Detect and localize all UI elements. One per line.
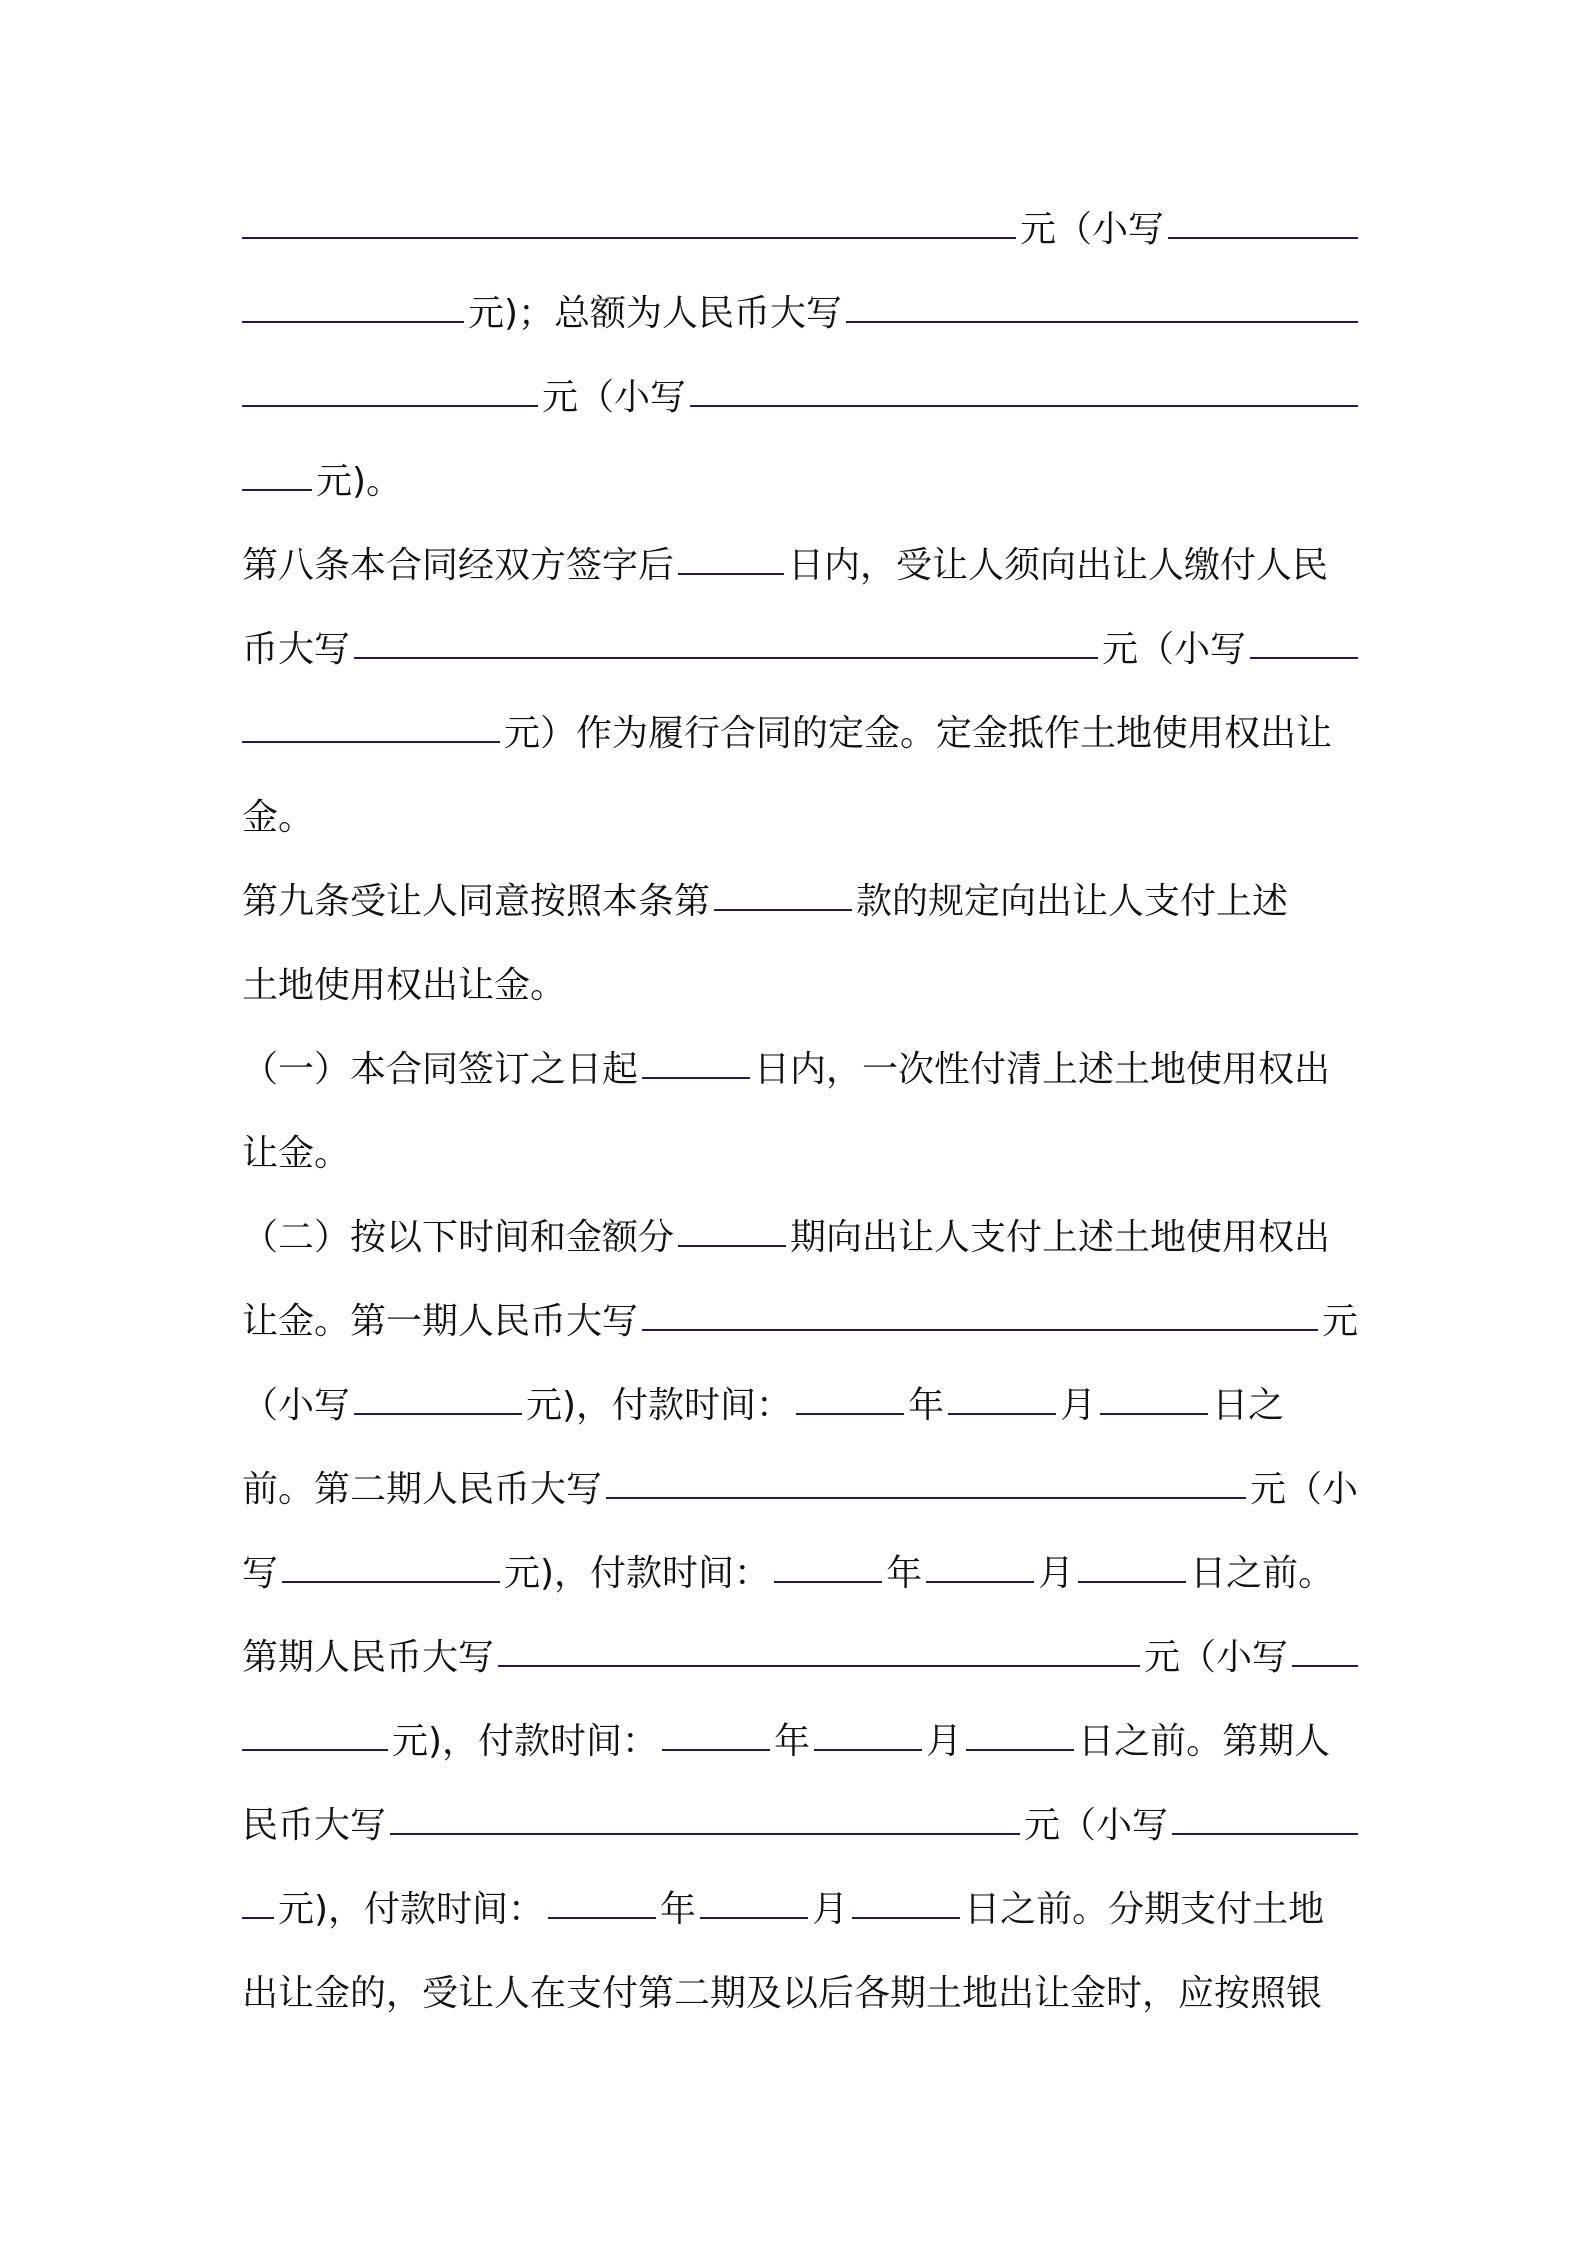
contract-text: 日内，一次性付清上述土地使用权出 (754, 1049, 1331, 1090)
contract-line (242, 1448, 1358, 1532)
contract-line (242, 272, 1358, 356)
blank-field[interactable] (1100, 1365, 1208, 1415)
contract-text: 第八条本合同经双方签字后 (242, 545, 675, 586)
contract-text: （二）按以下时间和金额分 (242, 1217, 675, 1258)
contract-text: 第九条受让人同意按照本条第 (242, 881, 711, 922)
contract-text: 元)。 (316, 461, 403, 502)
contract-text: 元)，付款时间： (392, 1721, 659, 1762)
contract-text: 月 (926, 1721, 963, 1762)
blank-field[interactable] (926, 1533, 1034, 1583)
blank-field[interactable] (606, 1449, 1246, 1499)
contract-text: （小写 (242, 1385, 351, 1426)
contract-text: 元（小写 (542, 377, 687, 418)
contract-text: 写 (242, 1553, 279, 1594)
blank-field[interactable] (390, 1785, 1020, 1835)
blank-field[interactable] (1172, 1785, 1358, 1835)
contract-line (242, 1028, 1358, 1112)
blank-field[interactable] (242, 693, 500, 743)
contract-text: 土地使用权出让金。 (242, 965, 567, 1006)
blank-field[interactable] (714, 861, 852, 911)
contract-text: 年 (774, 1721, 811, 1762)
contract-text: 款的规定向出让人支付上述 (856, 881, 1289, 922)
contract-line (242, 1784, 1358, 1868)
blank-field[interactable] (1250, 609, 1358, 659)
contract-text: 元（小写 (1101, 629, 1246, 670)
blank-field[interactable] (242, 273, 464, 323)
blank-field[interactable] (662, 1701, 770, 1751)
contract-line (242, 692, 1358, 776)
contract-text: 月 (1038, 1553, 1075, 1594)
blank-field[interactable] (498, 1617, 1140, 1667)
blank-field[interactable] (814, 1701, 922, 1751)
contract-text: （一）本合同签订之日起 (242, 1049, 639, 1090)
contract-text: 期向出让人支付上述土地使用权出 (790, 1217, 1331, 1258)
blank-field[interactable] (690, 357, 1358, 407)
contract-line (242, 1196, 1358, 1280)
contract-line (242, 944, 1358, 1028)
blank-field[interactable] (354, 1365, 522, 1415)
contract-text: 年 (886, 1553, 923, 1594)
blank-field[interactable] (966, 1701, 1074, 1751)
contract-text: 年 (660, 1889, 697, 1930)
contract-text: 第期人民币大写 (242, 1637, 495, 1678)
contract-line (242, 776, 1358, 860)
blank-field[interactable] (678, 525, 784, 575)
contract-line (242, 1952, 1358, 2036)
contract-line (242, 524, 1358, 608)
contract-text: 让金。第一期人民币大写 (242, 1301, 639, 1342)
blank-field[interactable] (1168, 189, 1358, 239)
contract-text: 币大写 (242, 629, 351, 670)
contract-line (242, 608, 1358, 692)
blank-field[interactable] (642, 1281, 1318, 1331)
blank-field[interactable] (948, 1365, 1056, 1415)
contract-text: 元)，付款时间： (504, 1553, 771, 1594)
blank-field[interactable] (242, 441, 312, 491)
blank-field[interactable] (796, 1365, 904, 1415)
blank-field[interactable] (846, 273, 1358, 323)
contract-line (242, 356, 1358, 440)
blank-field[interactable] (852, 1869, 960, 1919)
contract-text: 日之 (1212, 1385, 1285, 1426)
contract-line (242, 1112, 1358, 1196)
contract-text: 元（小写 (1143, 1637, 1288, 1678)
contract-text: 出让金的，受让人在支付第二期及以后各期土地出让金时，应按照银 (242, 1973, 1323, 2014)
contract-text: 年 (908, 1385, 945, 1426)
blank-field[interactable] (242, 189, 1016, 239)
contract-text: 元（小写 (1019, 209, 1164, 250)
contract-text: 金。 (242, 797, 315, 838)
contract-line (242, 188, 1358, 272)
contract-line (242, 1700, 1358, 1784)
blank-field[interactable] (354, 609, 1098, 659)
contract-text: 元）作为履行合同的定金。定金抵作土地使用权出让 (504, 713, 1333, 754)
blank-field[interactable] (242, 1869, 274, 1919)
blank-field[interactable] (700, 1869, 808, 1919)
blank-field[interactable] (242, 357, 538, 407)
blank-field[interactable] (242, 1701, 388, 1751)
contract-text: 元)，付款时间： (278, 1889, 545, 1930)
contract-text: 元（小写 (1023, 1805, 1168, 1846)
contract-line (242, 1616, 1358, 1700)
contract-text: 日之前。第期人 (1078, 1721, 1331, 1762)
contract-text: 日之前。分期支付土地 (964, 1889, 1325, 1930)
contract-text: 元 (1321, 1301, 1358, 1342)
blank-field[interactable] (642, 1029, 750, 1079)
contract-line (242, 1868, 1358, 1952)
blank-field[interactable] (1292, 1617, 1358, 1667)
contract-line (242, 440, 1358, 524)
contract-text: 日之前。 (1190, 1553, 1335, 1594)
contract-text: 元)；总额为人民币大写 (468, 293, 843, 334)
contract-line (242, 1364, 1358, 1448)
contract-text: 让金。 (242, 1133, 351, 1174)
contract-text: 元（小 (1249, 1469, 1358, 1510)
blank-field[interactable] (282, 1533, 500, 1583)
blank-field[interactable] (678, 1197, 786, 1247)
contract-text: 民币大写 (242, 1805, 387, 1846)
contract-line (242, 1532, 1358, 1616)
blank-field[interactable] (774, 1533, 882, 1583)
contract-line (242, 860, 1358, 944)
contract-text: 元)，付款时间： (526, 1385, 793, 1426)
blank-field[interactable] (1078, 1533, 1186, 1583)
contract-text: 月 (1060, 1385, 1097, 1426)
contract-text: 日内，受让人须向出让人缴付人民 (788, 545, 1329, 586)
contract-text: 前。第二期人民币大写 (242, 1469, 603, 1510)
contract-text: 月 (812, 1889, 849, 1930)
contract-line (242, 1280, 1358, 1364)
blank-field[interactable] (548, 1869, 656, 1919)
